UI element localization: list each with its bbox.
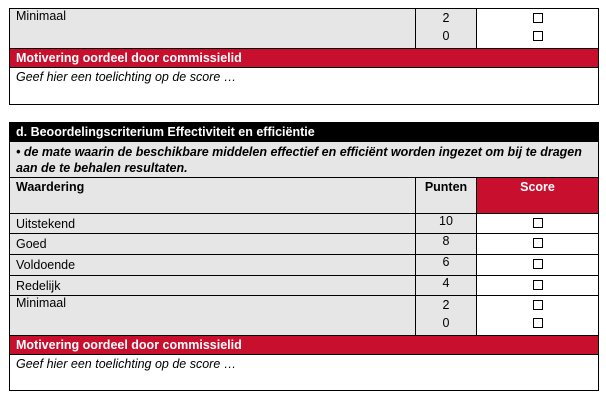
motivation-header: Motivering oordeel door commissielid (10, 49, 599, 68)
points-value: 4 (416, 276, 477, 296)
points-value: 8 (416, 234, 477, 255)
points-cell (416, 296, 477, 336)
table-row (10, 255, 599, 276)
column-header-rating: Waardering (10, 178, 416, 214)
column-header-score: Score (477, 178, 599, 214)
table-row (10, 214, 599, 234)
section-description: • de mate waarin de beschikbare middelen effectief en efficiënt worden ingezet om bij te dragen aan de te behalen resultaten. (10, 142, 599, 178)
rating-label: Uitstekend (10, 214, 416, 234)
rating-label: Minimaal (10, 9, 416, 49)
score-cell (477, 255, 599, 276)
score-checkbox[interactable] (533, 218, 543, 228)
points-value: 0 (442, 316, 450, 330)
table-row (10, 234, 599, 255)
points-cell (416, 9, 477, 49)
column-header-points: Punten (416, 178, 477, 214)
score-cell (477, 214, 599, 234)
score-checkbox[interactable] (533, 300, 543, 310)
motivation-header: Motivering oordeel door commissielid (10, 336, 599, 355)
criterion-c-table-tail (9, 8, 599, 105)
table-row (10, 336, 599, 355)
section-title: d. Beoordelingscriterium Effectiviteit en efficiëntie (10, 123, 599, 142)
points-value: 0 (442, 29, 450, 43)
score-checkbox[interactable] (533, 318, 543, 328)
motivation-input[interactable]: Geef hier een toelichting op de score … (10, 68, 599, 105)
rating-label: Minimaal (10, 296, 416, 336)
rating-label: Redelijk (10, 276, 416, 296)
table-row (10, 9, 599, 49)
table-row (10, 123, 599, 142)
points-value: 2 (442, 11, 450, 25)
rating-label: Voldoende (10, 255, 416, 276)
score-cell (477, 276, 599, 296)
criterion-d-table (9, 122, 599, 391)
table-row (10, 296, 599, 336)
score-cell (477, 296, 599, 336)
table-row (10, 68, 599, 105)
points-value: 6 (416, 255, 477, 276)
score-cell (477, 234, 599, 255)
score-checkbox[interactable] (533, 13, 543, 23)
table-row (10, 142, 599, 178)
score-checkbox[interactable] (533, 31, 543, 41)
score-checkbox[interactable] (533, 238, 543, 248)
score-checkbox[interactable] (533, 280, 543, 290)
score-cell (477, 9, 599, 49)
table-row (10, 355, 599, 391)
points-value: 2 (442, 298, 450, 312)
table-row (10, 49, 599, 68)
score-checkbox[interactable] (533, 259, 543, 269)
table-row (10, 276, 599, 296)
points-value: 10 (416, 214, 477, 234)
table-row (10, 178, 599, 214)
rating-label: Goed (10, 234, 416, 255)
motivation-input[interactable]: Geef hier een toelichting op de score … (10, 355, 599, 391)
